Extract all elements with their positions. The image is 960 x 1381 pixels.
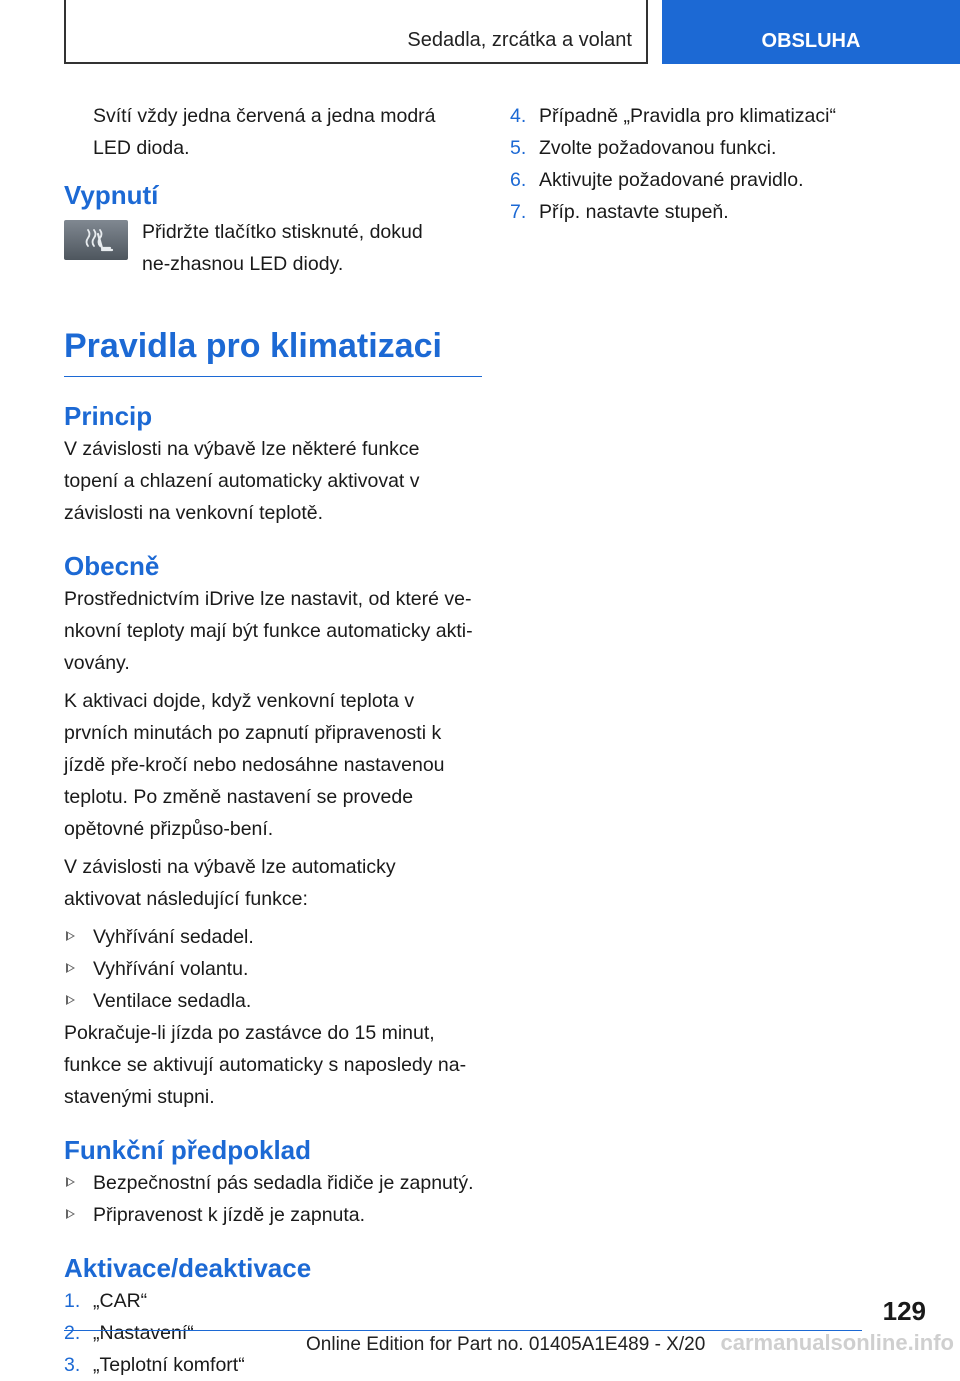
off-text: Přidržte tlačítko stisknuté, dokud ne-zhasnou LED diody.	[142, 221, 423, 275]
heading-principle: Princip	[64, 401, 153, 431]
off-instruction	[64, 216, 482, 280]
list-item: 7. Příp. nastavte stupeň.	[510, 201, 729, 223]
triangle-bullet-icon	[66, 995, 75, 1005]
left-column	[64, 100, 482, 1381]
heading-activation: Aktivace/deaktivace	[64, 1253, 312, 1283]
chapter-tab[interactable]: OBSLUHA	[662, 0, 960, 64]
general-paragraph-3: V závislosti na výbavě lze automaticky aktivovat následující funkce:	[64, 856, 396, 910]
list-item: 1. „CAR“	[64, 1290, 148, 1312]
page-number: 129	[882, 1296, 926, 1326]
right-column	[510, 100, 930, 228]
heading-general: Obecně	[64, 551, 160, 581]
continued-steps	[510, 100, 930, 228]
triangle-bullet-icon	[66, 1209, 75, 1219]
list-item: 6. Aktivujte požadované pravidlo.	[510, 169, 804, 191]
prerequisite-list	[64, 1167, 482, 1231]
triangle-bullet-icon	[66, 963, 75, 973]
list-item: 3. „Teplotní komfort“	[64, 1354, 245, 1376]
intro-text: Svítí vždy jedna červená a jedna modrá LED dioda.	[93, 105, 436, 159]
list-item: 2. „Nastavení“	[64, 1322, 194, 1344]
edition-text: Online Edition for Part no. 01405A1E489 - X/20	[306, 1334, 706, 1355]
list-item: Bezpečnostní pás sedadla řidiče je zapnutý.	[64, 1167, 482, 1199]
activation-steps	[64, 1285, 482, 1381]
general-paragraph-4: Pokračuje-li jízda po zastávce do 15 minut, funkce se aktivují automaticky s naposledy na-stavenými stupni.	[64, 1022, 467, 1108]
list-item: Připravenost k jízdě je zapnuta.	[64, 1199, 482, 1231]
function-list	[64, 921, 482, 1017]
general-paragraph-2: K aktivaci dojde, když venkovní teplota v prvních minutách po zapnutí připravenosti k jízdě pře-kročí nebo nedosáhne nastavenou teplotu. Po změně nastavení se provede opětovné přizpůso-bení.	[64, 690, 445, 840]
heading-off: Vypnutí	[64, 180, 159, 210]
watermark: carmanualsonline.info	[720, 1330, 954, 1355]
general-paragraph-1: Prostřednictvím iDrive lze nastavit, od které ve-nkovní teploty mají být funkce automaticky akti-vovány.	[64, 588, 473, 674]
principle-text: V závislosti na výbavě lze některé funkce topení a chlazení automaticky aktivovat v závislosti na venkovní teplotě.	[64, 438, 420, 524]
section-title: Sedadla, zrcátka a volant	[407, 29, 632, 51]
list-item: 4. Případně „Pravidla pro klimatizaci“	[510, 105, 836, 127]
heading-prerequisite: Funkční předpoklad	[64, 1135, 312, 1165]
triangle-bullet-icon	[66, 1177, 75, 1187]
triangle-bullet-icon	[66, 931, 75, 941]
header-frame	[64, 0, 648, 64]
main-heading: Pravidla pro klimatizaci	[64, 324, 482, 377]
list-item: 5. Zvolte požadovanou funkci.	[510, 137, 777, 159]
seat-heat-button-icon	[64, 220, 128, 260]
list-item: Vyhřívání volantu.	[64, 953, 482, 985]
list-item: Ventilace sedadla.	[64, 985, 482, 1017]
list-item: Vyhřívání sedadel.	[64, 921, 482, 953]
